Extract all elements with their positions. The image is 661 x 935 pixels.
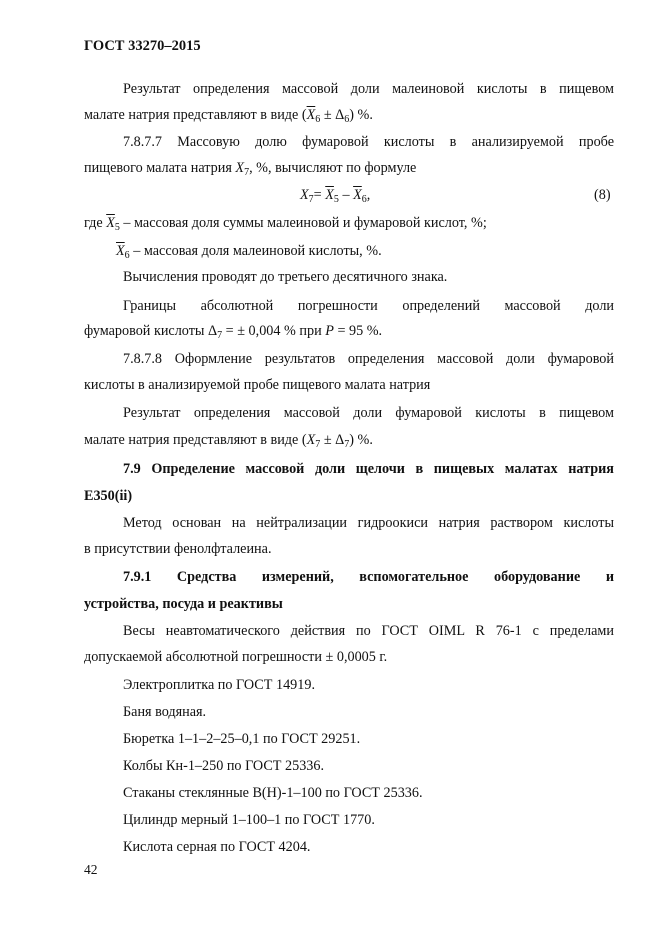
paragraph-line: 7.8.7.8 Оформление результатов определения массовой доли фумаровой bbox=[123, 351, 614, 367]
section-heading: Е350(ii) bbox=[84, 488, 133, 504]
page-number: 42 bbox=[84, 862, 98, 877]
paragraph-line: Вычисления проводят до третьего десятичного знака. bbox=[123, 269, 448, 285]
document-header: ГОСТ 33270–2015 bbox=[84, 38, 201, 54]
paragraph-line: кислоты в анализируемой пробе пищевого малата натрия bbox=[84, 377, 431, 393]
paragraph-line: малате натрия представляют в виде $(\overline{X}_6 \pm \Delta_6)$ %. bbox=[84, 107, 373, 125]
paragraph-line: малате натрия представляют в виде $(X_7 \pm \Delta_7)$ %. bbox=[84, 432, 373, 450]
list-item: Стаканы стеклянные В(Н)-1–100 по ГОСТ 25336. bbox=[123, 785, 423, 801]
formula: $X_7= \overline{X}_5 - \overline{X}_6$, bbox=[300, 187, 371, 205]
list-item: Электроплитка по ГОСТ 14919. bbox=[123, 677, 316, 693]
paragraph-line: Результат определения массовой доли фумаровой кислоты в пищевом bbox=[123, 405, 614, 421]
paragraph-line: 7.8.7.7 Массовую долю фумаровой кислоты в анализируемой пробе bbox=[123, 134, 614, 150]
definition-line: где $\overline{X}_5$ – массовая доля суммы малеиновой и фумаровой кислот, %; bbox=[84, 215, 487, 233]
list-item: Цилиндр мерный 1–100–1 по ГОСТ 1770. bbox=[123, 812, 375, 828]
paragraph-line: пищевого малата натрия $X_7$, %, вычисляют по формуле bbox=[84, 160, 417, 178]
formula-number: (8) bbox=[594, 187, 611, 203]
list-item: Бюретка 1–1–2–25–0,1 по ГОСТ 29251. bbox=[123, 731, 361, 747]
paragraph-line: Метод основан на нейтрализации гидроокиси натрия раствором кислоты bbox=[123, 515, 614, 531]
definition-line: $\overline{X}_6$ – массовая доля малеиновой кислоты, %. bbox=[116, 243, 382, 261]
paragraph-line: в присутствии фенолфталеина. bbox=[84, 541, 272, 557]
paragraph-line: Весы неавтоматического действия по ГОСТ OIML R 76-1 с пределами bbox=[123, 623, 614, 639]
paragraph-line: Результат определения массовой доли малеиновой кислоты в пищевом bbox=[123, 81, 614, 97]
paragraph-line: фумаровой кислоты $\Delta_7$ = ± 0,004 % при P = 95 %. bbox=[84, 323, 383, 341]
subsection-heading: 7.9.1 Средства измерений, вспомогательное оборудование и bbox=[123, 569, 614, 585]
list-item: Колбы Кн-1–250 по ГОСТ 25336. bbox=[123, 758, 325, 774]
section-heading: 7.9 Определение массовой доли щелочи в пищевых малатах натрия bbox=[123, 461, 614, 477]
list-item: Кислота серная по ГОСТ 4204. bbox=[123, 839, 311, 855]
list-item: Баня водяная. bbox=[123, 704, 207, 720]
paragraph-line: Границы абсолютной погрешности определений массовой доли bbox=[123, 298, 614, 314]
subsection-heading: устройства, посуда и реактивы bbox=[84, 596, 283, 612]
paragraph-line: допускаемой абсолютной погрешности ± 0,0005 г. bbox=[84, 649, 388, 665]
